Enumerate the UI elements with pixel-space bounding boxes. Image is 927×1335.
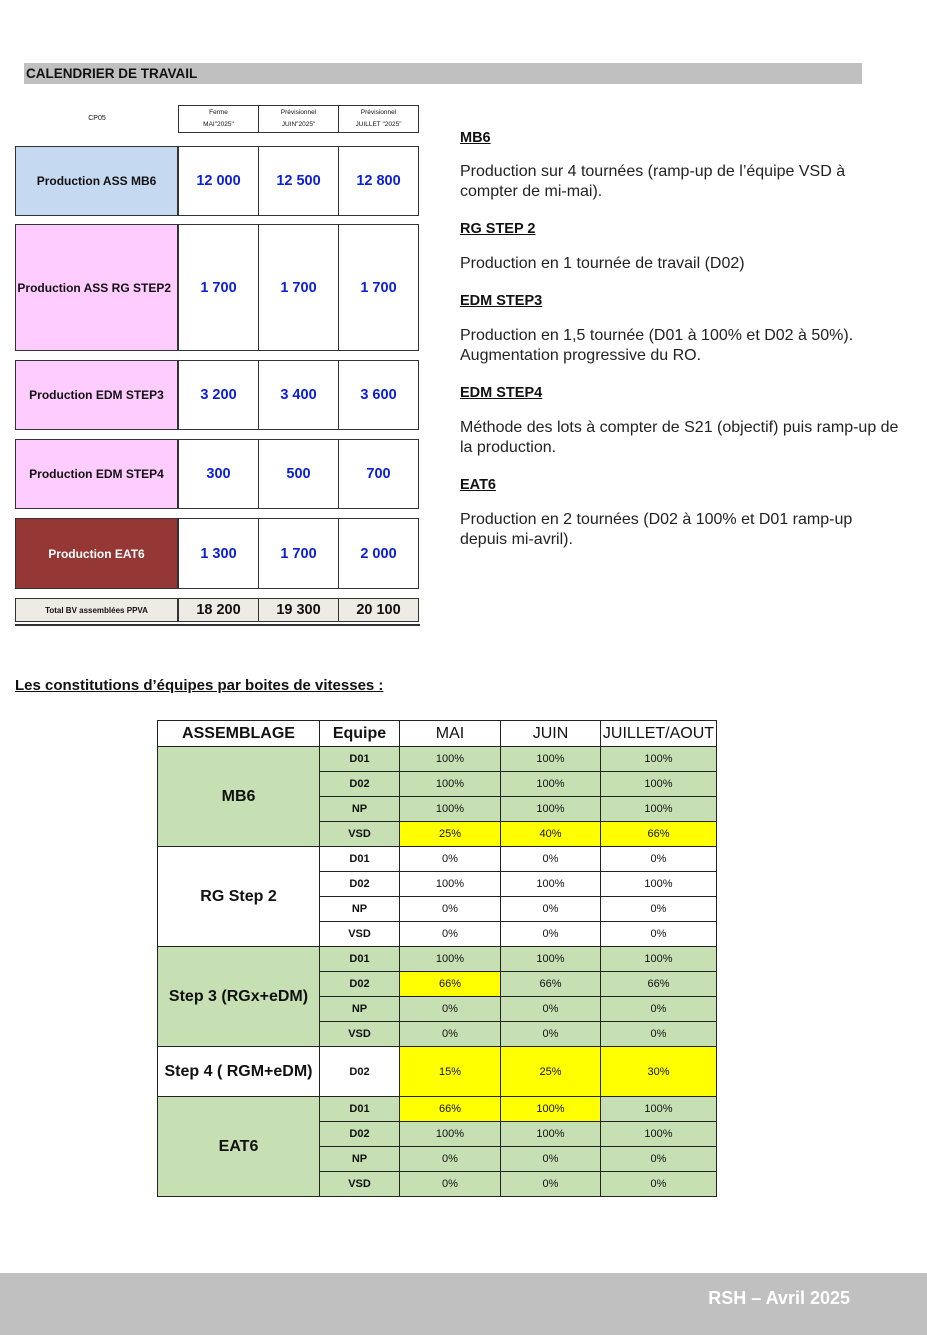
team-code: D01: [320, 947, 400, 972]
team-value: 0%: [400, 897, 501, 922]
team-value: 15%: [400, 1047, 501, 1097]
col-header-month: JUILLET "2025": [355, 121, 402, 129]
group-label: Step 4 ( RGM+eDM): [158, 1047, 320, 1097]
team-code: D01: [320, 847, 400, 872]
team-value: 100%: [601, 947, 717, 972]
header-assemblage: ASSEMBLAGE: [158, 721, 320, 747]
group-label: MB6: [158, 747, 320, 847]
production-value: 1 700: [258, 224, 339, 351]
note-title: RG STEP 2: [460, 221, 536, 237]
team-code: NP: [320, 997, 400, 1022]
header-mai: MAI: [400, 721, 501, 747]
team-value: 100%: [501, 747, 601, 772]
table-row: [158, 747, 717, 772]
team-value: 100%: [601, 872, 717, 897]
team-value: 0%: [501, 1172, 601, 1197]
production-value: 1 700: [178, 224, 259, 351]
production-value: 3 400: [258, 360, 339, 430]
production-value: 1 300: [178, 518, 259, 589]
production-value: 3 200: [178, 360, 259, 430]
col-header-month: MAI"2025": [203, 121, 234, 129]
team-value: 66%: [400, 1097, 501, 1122]
team-code: D02: [320, 972, 400, 997]
production-row-label: Production EDM STEP4: [15, 439, 178, 509]
teams-table: [157, 720, 717, 1197]
team-value: 100%: [501, 1122, 601, 1147]
page-footer: [0, 1273, 927, 1335]
production-value: 12 500: [258, 146, 339, 216]
section-title: CALENDRIER DE TRAVAIL: [24, 63, 862, 84]
team-value: 100%: [501, 947, 601, 972]
group-label: EAT6: [158, 1097, 320, 1197]
team-value: 100%: [400, 1122, 501, 1147]
total-underline: [15, 624, 420, 626]
team-value: 0%: [400, 1147, 501, 1172]
note-title: EAT6: [460, 477, 496, 493]
team-value: 0%: [400, 997, 501, 1022]
team-value: 0%: [501, 1147, 601, 1172]
total-label: Total BV assemblées PPVA: [15, 598, 178, 622]
col-header-status: Ferme: [209, 109, 228, 116]
production-col-header: [258, 105, 339, 133]
team-code: NP: [320, 897, 400, 922]
team-value: 0%: [501, 847, 601, 872]
team-value: 0%: [601, 1172, 717, 1197]
team-value: 100%: [400, 772, 501, 797]
team-value: 0%: [400, 1022, 501, 1047]
team-value: 0%: [400, 1172, 501, 1197]
group-label: Step 3 (RGx+eDM): [158, 947, 320, 1047]
production-row-label: Production ASS MB6: [15, 146, 178, 216]
total-value: 19 300: [258, 598, 339, 622]
header-juillet-aout: JUILLET/AOUT: [601, 721, 717, 747]
team-code: D02: [320, 1122, 400, 1147]
team-value: 100%: [400, 947, 501, 972]
team-value: 0%: [501, 897, 601, 922]
team-value: 100%: [601, 747, 717, 772]
header-equipe: Equipe: [320, 721, 400, 747]
production-row-label: Production EDM STEP3: [15, 360, 178, 430]
team-value: 100%: [400, 797, 501, 822]
team-code: VSD: [320, 922, 400, 947]
team-value: 0%: [601, 922, 717, 947]
team-value: 0%: [601, 1147, 717, 1172]
team-value: 100%: [501, 872, 601, 897]
note-title: EDM STEP4: [460, 385, 543, 401]
team-code: D02: [320, 772, 400, 797]
team-value: 0%: [501, 1022, 601, 1047]
team-value: 100%: [601, 797, 717, 822]
team-code: D01: [320, 747, 400, 772]
production-row-label: Production EAT6: [15, 518, 178, 589]
production-col-header: [178, 105, 259, 133]
team-value: 100%: [400, 747, 501, 772]
note-text: Production en 2 tournées (D02 à 100% et D01 ramp-up depuis mi-avril).: [460, 511, 853, 548]
production-row-label: Production ASS RG STEP2: [15, 224, 178, 351]
production-value: 1 700: [338, 224, 419, 351]
note-title: MB6: [460, 130, 491, 146]
team-value: 100%: [501, 772, 601, 797]
production-corner-label: CP05: [88, 115, 106, 122]
team-code: VSD: [320, 822, 400, 847]
col-header-status: Prévisionnel: [360, 109, 397, 116]
team-value: 0%: [601, 847, 717, 872]
production-value: 500: [258, 439, 339, 509]
team-value: 100%: [601, 1097, 717, 1122]
team-value: 0%: [601, 1022, 717, 1047]
team-code: VSD: [320, 1022, 400, 1047]
note-text: Production en 1,5 tournée (D01 à 100% et D02 à 50%).: [460, 327, 854, 344]
team-value: 100%: [601, 1122, 717, 1147]
note-text: Production sur 4 tournées (ramp-up de l’équipe VSD à compter de mi-mai).: [460, 163, 846, 200]
team-value: 66%: [601, 822, 717, 847]
team-value: 100%: [501, 797, 601, 822]
team-value: 100%: [501, 1097, 601, 1122]
team-value: 66%: [400, 972, 501, 997]
production-value: 12 000: [178, 146, 259, 216]
teams-header-row: [158, 721, 717, 747]
table-row: [158, 1097, 717, 1122]
team-code: NP: [320, 1147, 400, 1172]
notes-panel: [460, 130, 900, 550]
team-value: 25%: [400, 822, 501, 847]
team-value: 0%: [601, 897, 717, 922]
col-header-status: Prévisionnel: [280, 109, 317, 116]
production-value: 3 600: [338, 360, 419, 430]
team-value: 0%: [400, 922, 501, 947]
team-value: 25%: [501, 1047, 601, 1097]
note-text: Augmentation progressive du RO.: [460, 347, 702, 364]
team-value: 0%: [501, 997, 601, 1022]
total-value: 20 100: [338, 598, 419, 622]
team-value: 66%: [501, 972, 601, 997]
note-title: EDM STEP3: [460, 293, 543, 309]
col-header-month: JUIN"2025": [281, 121, 316, 129]
production-value: 700: [338, 439, 419, 509]
production-value: 300: [178, 439, 259, 509]
group-label: RG Step 2: [158, 847, 320, 947]
team-value: 30%: [601, 1047, 717, 1097]
team-value: 0%: [501, 922, 601, 947]
team-code: VSD: [320, 1172, 400, 1197]
teams-title: Les constitutions d’équipes par boites de vitesses :: [15, 677, 384, 694]
production-value: 12 800: [338, 146, 419, 216]
team-value: 0%: [400, 847, 501, 872]
footer-text: RSH – Avril 2025: [708, 1288, 850, 1308]
table-row: [158, 847, 717, 872]
note-text: Méthode des lots à compter de S21 (objectif) puis ramp-up de la production.: [460, 419, 899, 456]
team-code: D02: [320, 872, 400, 897]
team-value: 40%: [501, 822, 601, 847]
team-code: D01: [320, 1097, 400, 1122]
production-value: 2 000: [338, 518, 419, 589]
total-value: 18 200: [178, 598, 259, 622]
team-code: D02: [320, 1047, 400, 1097]
production-col-header: [338, 105, 419, 133]
production-value: 1 700: [258, 518, 339, 589]
team-value: 100%: [400, 872, 501, 897]
note-text: Production en 1 tournée de travail (D02): [460, 255, 745, 272]
header-juin: JUIN: [501, 721, 601, 747]
table-row: [158, 947, 717, 972]
team-value: 66%: [601, 972, 717, 997]
team-value: 0%: [601, 997, 717, 1022]
team-code: NP: [320, 797, 400, 822]
team-value: 100%: [601, 772, 717, 797]
table-row: [158, 1047, 717, 1097]
